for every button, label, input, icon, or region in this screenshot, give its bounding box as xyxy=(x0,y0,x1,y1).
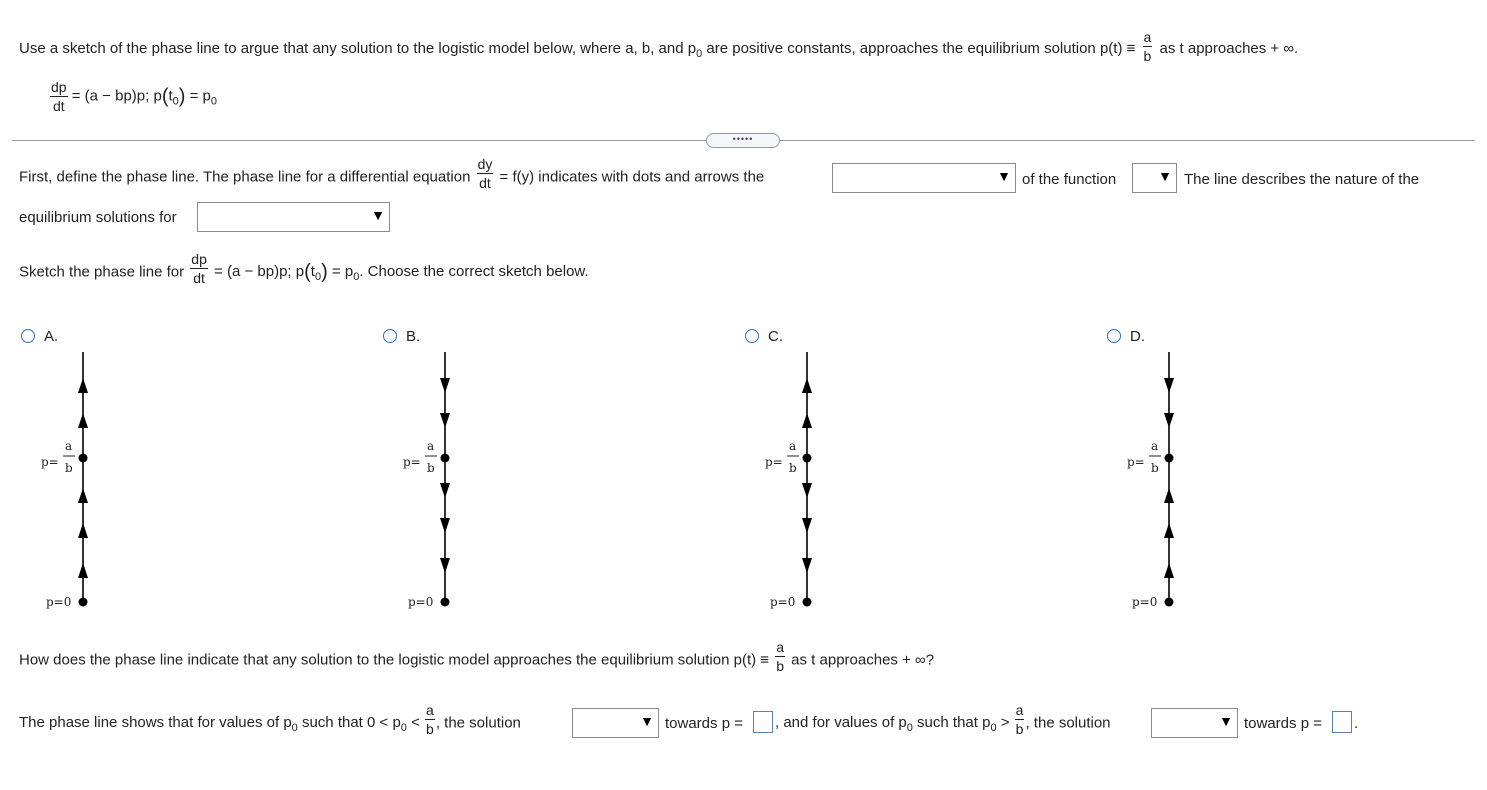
arrow-up-icon xyxy=(802,413,812,428)
radio-option-b[interactable] xyxy=(383,329,397,343)
chevron-down-icon: ▼ xyxy=(1219,713,1233,729)
sentence-period: . xyxy=(1354,715,1359,732)
chevron-down-icon: ▼ xyxy=(997,168,1011,184)
eq-num: a xyxy=(427,439,435,453)
chevron-down-icon: ▼ xyxy=(1158,168,1172,184)
answer-sentence-part2: , and for values of $p_0$ such that $p_0$ > $\frac{a}{b}$ , the solution xyxy=(775,702,1111,737)
arrow-down-icon xyxy=(440,483,450,498)
arrow-down-icon xyxy=(440,378,450,393)
dp-dt-fraction: $\frac{dp}{dt}$ xyxy=(191,251,207,286)
line-describes-label: The line describes the nature of the xyxy=(1184,171,1420,188)
dropdown-function-property[interactable] xyxy=(1132,163,1177,193)
sketch-instruction: Sketch the phase line for $\frac{dp}{dt}$ = (a − bp)p; $p(t_0) = p_0$. Choose the correct sketch below. xyxy=(19,251,589,286)
zero-label: p=0 xyxy=(408,595,434,609)
arrow-down-icon xyxy=(802,558,812,573)
arrow-down-icon xyxy=(1164,378,1174,393)
arrow-down-icon xyxy=(802,483,812,498)
dropdown-phase-line-indicates[interactable] xyxy=(832,163,1016,193)
option-d-label[interactable]: D. xyxy=(1130,328,1145,345)
eq-num: a xyxy=(789,439,797,453)
equilibrium-dot xyxy=(79,598,88,607)
equilibrium-dot xyxy=(79,454,88,463)
equilibrium-dot xyxy=(441,454,450,463)
answer-input-low-target[interactable] xyxy=(753,711,773,733)
radio-option-c[interactable] xyxy=(745,329,759,343)
dropdown-solution-behavior-low[interactable] xyxy=(572,708,659,738)
option-a-label[interactable]: A. xyxy=(44,328,59,345)
eq-label: p= xyxy=(765,455,783,469)
zero-label: p=0 xyxy=(46,595,72,609)
eq-den: b xyxy=(427,461,435,475)
eq-num: a xyxy=(65,439,73,453)
equilibrium-dot xyxy=(1165,598,1174,607)
eq-num: a xyxy=(1151,439,1159,453)
arrow-up-icon xyxy=(1164,563,1174,578)
phase-line-option-c xyxy=(754,350,834,610)
option-b-label[interactable]: B. xyxy=(406,328,421,345)
zero-label: p=0 xyxy=(770,595,796,609)
fraction-a-over-b: $\frac{a}{b}$ xyxy=(776,639,784,674)
fraction-a-over-b: $\frac{a}{b}$ xyxy=(1143,29,1152,64)
phase-line-option-b xyxy=(392,350,472,610)
phase-line-option-a xyxy=(30,350,110,610)
equilibrium-dot xyxy=(803,454,812,463)
question-intro: Use a sketch of the phase line to argue that any solution to the logistic model below, where a, b, and $p_0$ are positive constants, approaches the equilibrium solution p(t) ≡ $\frac{a}{b}$ as t approaches + ∞. xyxy=(19,29,1299,64)
arrow-up-icon xyxy=(78,413,88,428)
arrow-up-icon xyxy=(1164,523,1174,538)
eq-den: b xyxy=(65,461,73,475)
expand-more-button[interactable]: ••••• xyxy=(706,133,780,148)
towards-label-2: towards p = xyxy=(1244,715,1322,732)
phase-line-definition-text: First, define the phase line. The phase line for a differential equation $\frac{dy}{dt}$ = f(y) indicates with dots and arrows the xyxy=(19,156,765,191)
eq-label: p= xyxy=(1127,455,1145,469)
arrow-down-icon xyxy=(802,518,812,533)
equilibrium-dot xyxy=(1165,454,1174,463)
arrow-up-icon xyxy=(78,523,88,538)
arrow-down-icon xyxy=(440,558,450,573)
radio-option-d[interactable] xyxy=(1107,329,1121,343)
dropdown-solution-behavior-high[interactable] xyxy=(1151,708,1238,738)
of-the-function-label: of the function xyxy=(1022,171,1117,188)
chevron-down-icon: ▼ xyxy=(371,207,385,223)
equilibrium-dot xyxy=(803,598,812,607)
fraction-a-over-b: $\frac{a}{b}$ xyxy=(426,702,434,737)
equilibrium-solutions-label: equilibrium solutions for xyxy=(19,209,177,226)
arrow-up-icon xyxy=(802,378,812,393)
arrow-down-icon xyxy=(440,413,450,428)
dropdown-equilibrium-solutions[interactable] xyxy=(197,202,390,232)
phase-line-option-d xyxy=(1116,350,1196,610)
eq-den: b xyxy=(789,461,797,475)
towards-label-1: towards p = xyxy=(665,715,743,732)
arrow-up-icon xyxy=(78,488,88,503)
answer-input-high-target[interactable] xyxy=(1332,711,1352,733)
zero-label: p=0 xyxy=(1132,595,1158,609)
option-c-label[interactable]: C. xyxy=(768,328,783,345)
derivative-fraction: $\frac{dp}{dt}$ xyxy=(51,79,67,114)
equilibrium-dot xyxy=(441,598,450,607)
eq-den: b xyxy=(1151,461,1159,475)
arrow-up-icon xyxy=(78,378,88,393)
dy-dt-fraction: $\frac{dy}{dt}$ xyxy=(477,156,493,191)
fraction-a-over-b: $\frac{a}{b}$ xyxy=(1015,702,1024,737)
radio-option-a[interactable] xyxy=(21,329,35,343)
logistic-equation: $\frac{dp}{dt}$ = (a − bp)p; $p(t_0) = p_0$ xyxy=(51,79,218,114)
arrow-up-icon xyxy=(1164,488,1174,503)
eq-label: p= xyxy=(403,455,421,469)
arrow-down-icon xyxy=(1164,413,1174,428)
chevron-down-icon: ▼ xyxy=(640,713,654,729)
arrow-up-icon xyxy=(78,563,88,578)
phase-line-question: How does the phase line indicate that any solution to the logistic model approaches the equilibrium solution p(t) ≡ $\frac{a}{b}$ as t approaches + ∞? xyxy=(19,639,935,674)
arrow-down-icon xyxy=(440,518,450,533)
eq-label: p= xyxy=(41,455,59,469)
answer-sentence-part1: The phase line shows that for values of $p_0$ such that $0 < p_0$ < $\frac{a}{b}$ , the solution xyxy=(19,702,521,737)
